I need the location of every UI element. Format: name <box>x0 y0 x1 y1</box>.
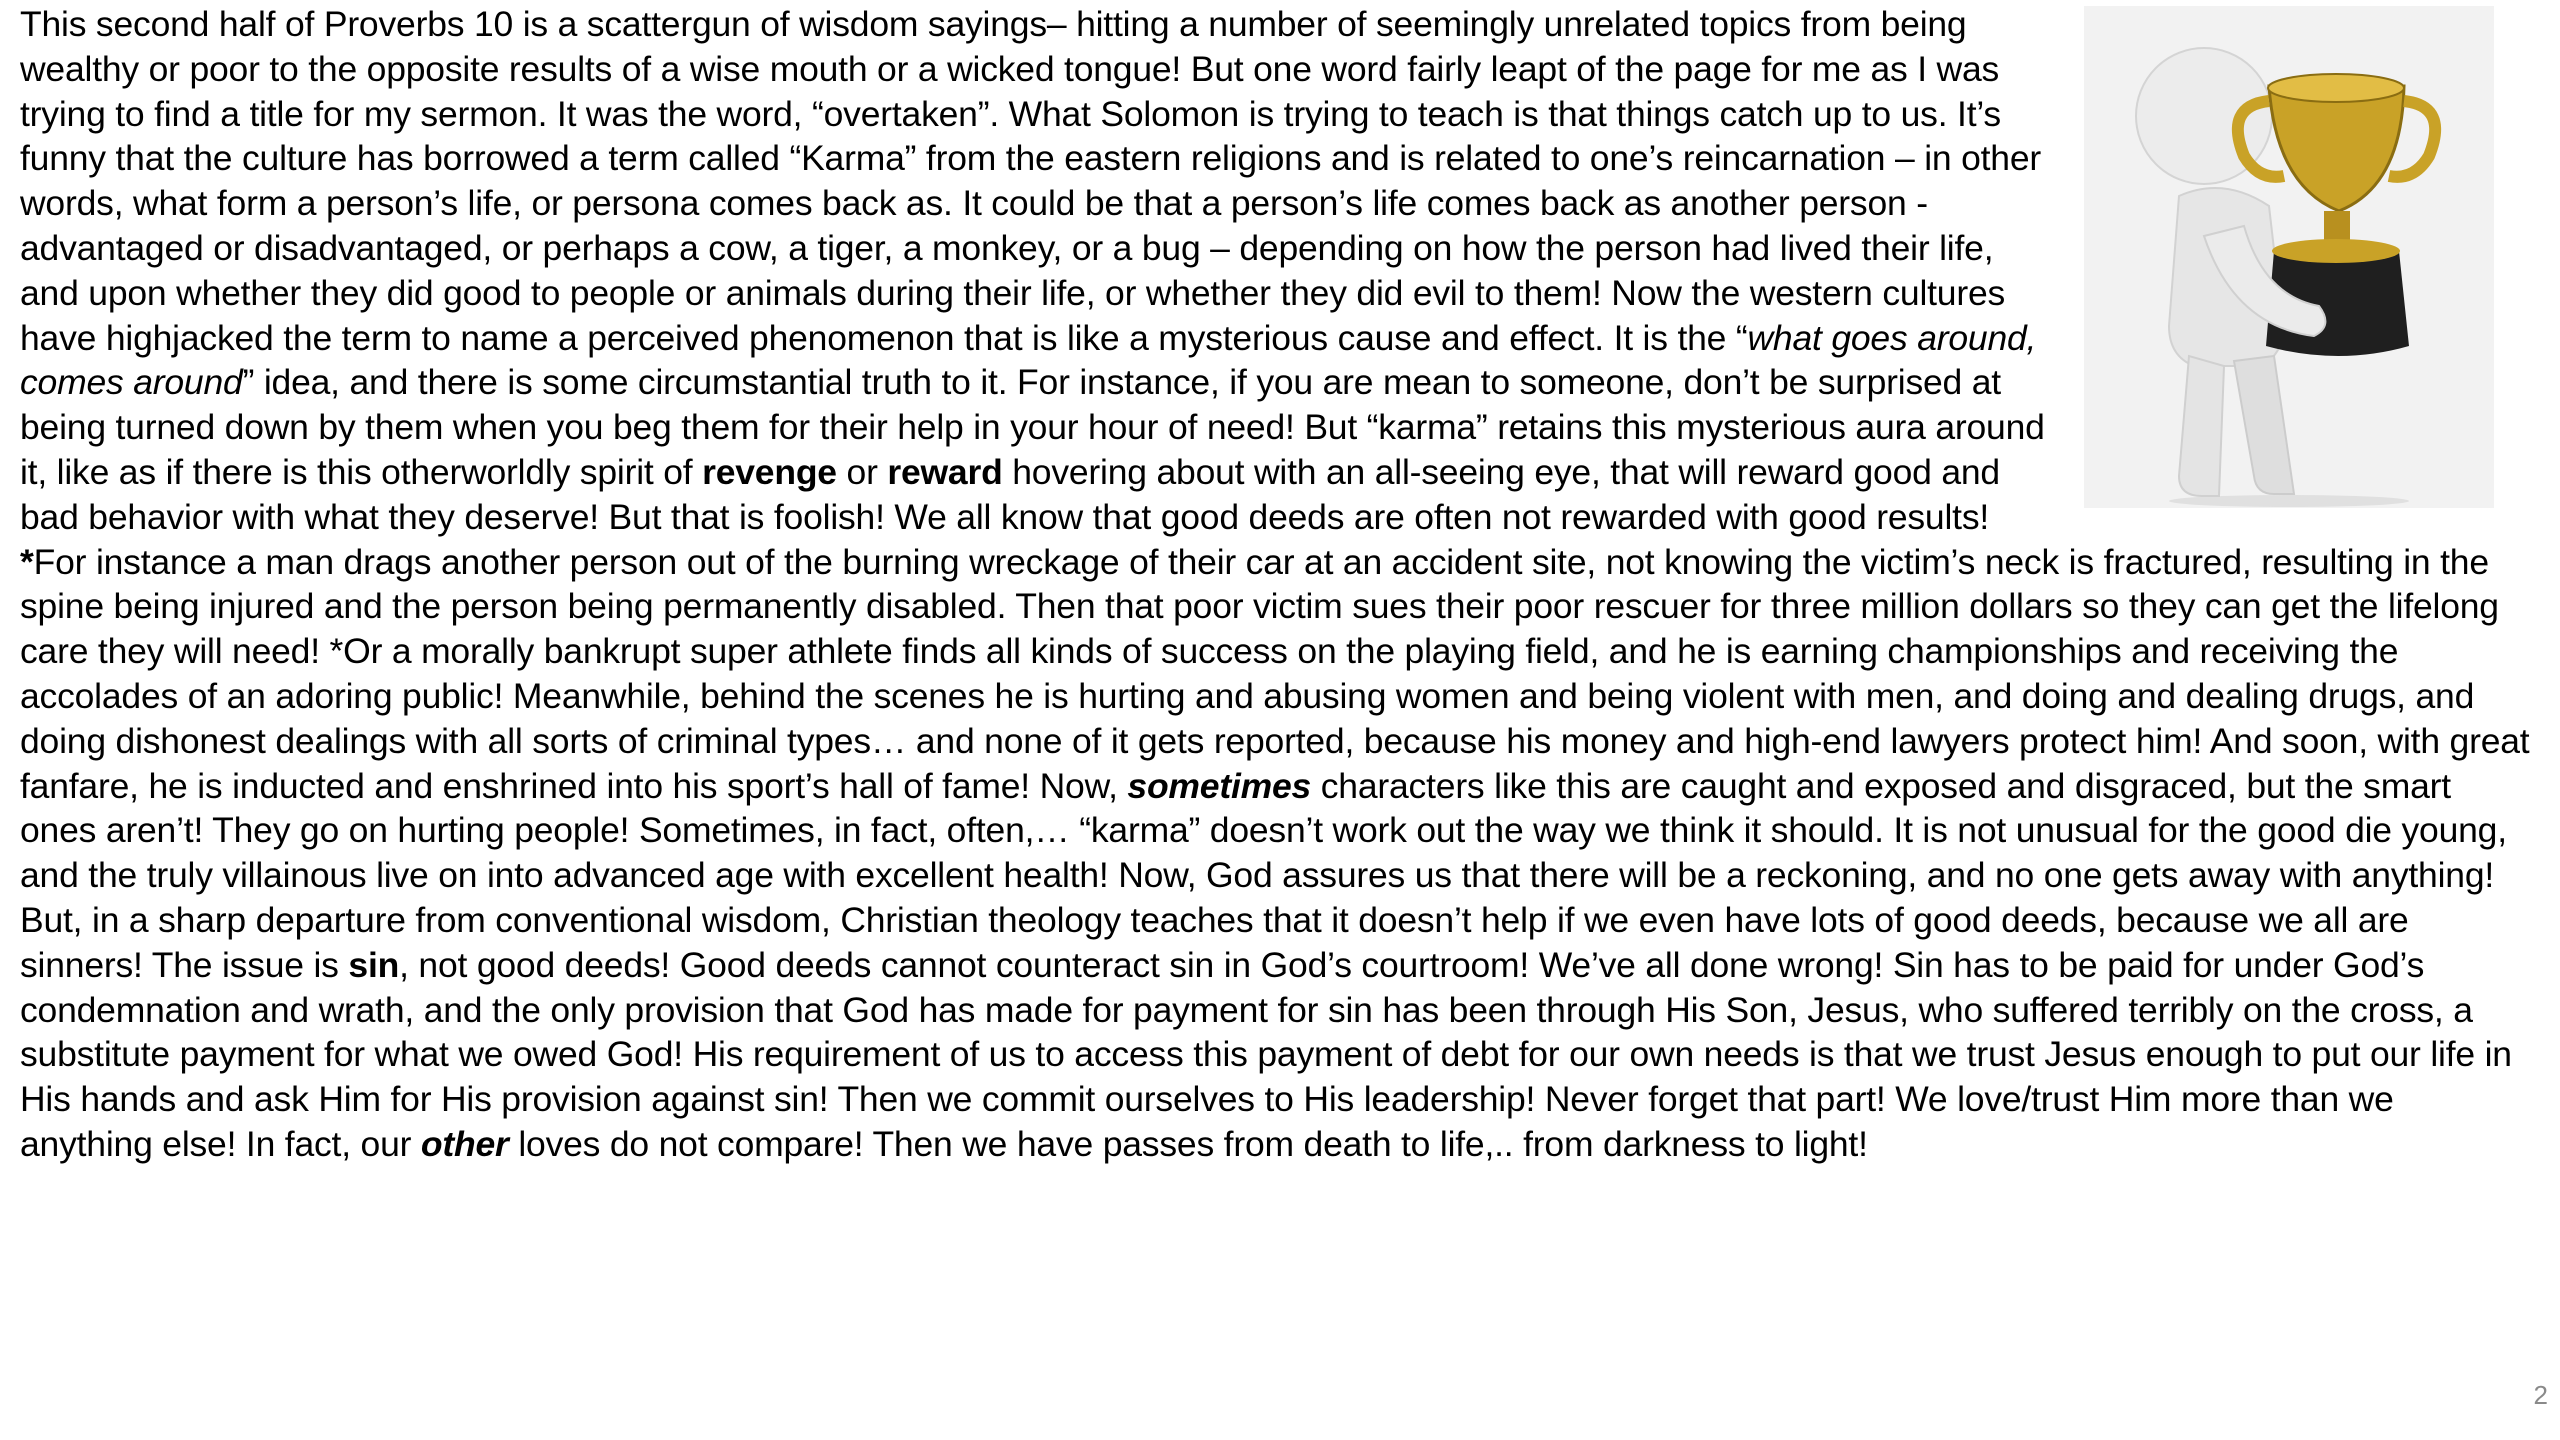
bold-italic-run: sometimes <box>1127 765 1312 806</box>
text-run: , not good deeds! Good deeds cannot counteract sin in God’s courtroom! We’ve all done wrong! Sin has to be paid for under God’s condemnation and wrath, and the only provision that God has made for payment for sin has been through His Son, Jesus, who suffered terribly on the cross, a substitute payment for what we owed God! His requirement of us to access this payment of debt for our own needs is that we trust Jesus enough to put our life in His hands and ask Him for His provision against sin! Then we commit ourselves to His leadership! Never forget that part! We love/trust Him more than we anything else! In fact, our <box>20 944 2512 1164</box>
text-run: ” idea, and there is some circumstantial truth to it. For instance, if you are mean to someone, don’t be surprised at being turned down by them when you beg them for their help in your hour of need! But “karma” retains this mysterious aura around it, like as if there is this otherworldly spirit of <box>20 362 2045 492</box>
text-run: But, in a sharp departure from conventional wisdom, Christian theology teaches that it doesn’t help if we even have lots of good deeds, because we all are sinners! The issue is <box>20 899 2409 985</box>
text-run: hovering about with an all-seeing eye, that will reward good and bad behavior with what they deserve! But that is foolish! We all know that good deeds are often not rewarded with good results! <box>20 451 2000 537</box>
trophy-figure-icon <box>2084 6 2494 508</box>
bold-run: reward <box>887 451 1003 492</box>
text-run: loves do not compare! Then we have passes from death to life,.. from darkness to light! <box>508 1123 1868 1164</box>
bold-run: sin <box>348 944 400 985</box>
text-run: characters like this are caught and exposed and disgraced, but the smart ones aren’t! They go on hurting people! Sometimes, in fact, often,… “karma” doesn’t work out the way we think it should. It is not unusual for the good die young, and the truly villainous live on into advanced age with excellent health! Now, God assures us that there will be a reckoning, and no one gets away with anything! <box>20 765 2507 896</box>
bold-run: * <box>20 541 34 582</box>
italic-run: what goes around, comes around <box>20 317 2037 403</box>
paragraph-theology <box>20 898 2530 1167</box>
text-run: or <box>836 451 888 492</box>
bold-italic-run: other <box>420 1123 509 1164</box>
text-run: This second half of Proverbs 10 is a scattergun of wisdom sayings– hitting a number of seemingly unrelated topics from being wealthy or poor to the opposite results of a wise mouth or a wicked tongue! But one word fairly leapt of the page for me as I was trying to find a title for my sermon. It was the word, “overtaken”. What Solomon is trying to teach is that things catch up to us. It’s funny that the culture has borrowed a term called “Karma” from the eastern religions and is related to one’s reincarnation – in other words, what form a person’s life, or persona comes back as. It could be that a person’s life comes back as another person - advantaged or disadvantaged, or perhaps a cow, a tiger, a monkey, or a bug – depending on how the person had lived their life, and upon whether they did good to people or animals during their life, or whether they did evil to them! Now the western cultures have highjacked the term to name a perceived phenomenon that is like a mysterious cause and effect. It is the “ <box>20 4 2042 358</box>
page-number: 2 <box>2533 1380 2548 1410</box>
text-run: For instance a man drags another person out of the burning wreckage of their car at an accident site, not knowing the victim’s neck is fractured, resulting in the spine being injured and the person being permanently disabled. Then that poor victim sues their poor rescuer for three million dollars so they can get the lifelong care they will need! *Or a morally bankrupt super athlete finds all kinds of success on the playing field, and he is earning championships and receiving the accolades of an adoring public! Meanwhile, behind the scenes he is hurting and abusing women and being violent with men, and doing and dealing drugs, and doing dishonest dealings with all sorts of criminal types… and none of it gets reported, because his money and high-end lawyers protect him! And soon, with great fanfare, he is inducted and enshrined into his sport’s hall of fame! Now, <box>20 541 2530 806</box>
sermon-text <box>20 2 2530 1167</box>
trophy-figure-image <box>2084 6 2494 508</box>
bold-run: revenge <box>702 451 837 492</box>
